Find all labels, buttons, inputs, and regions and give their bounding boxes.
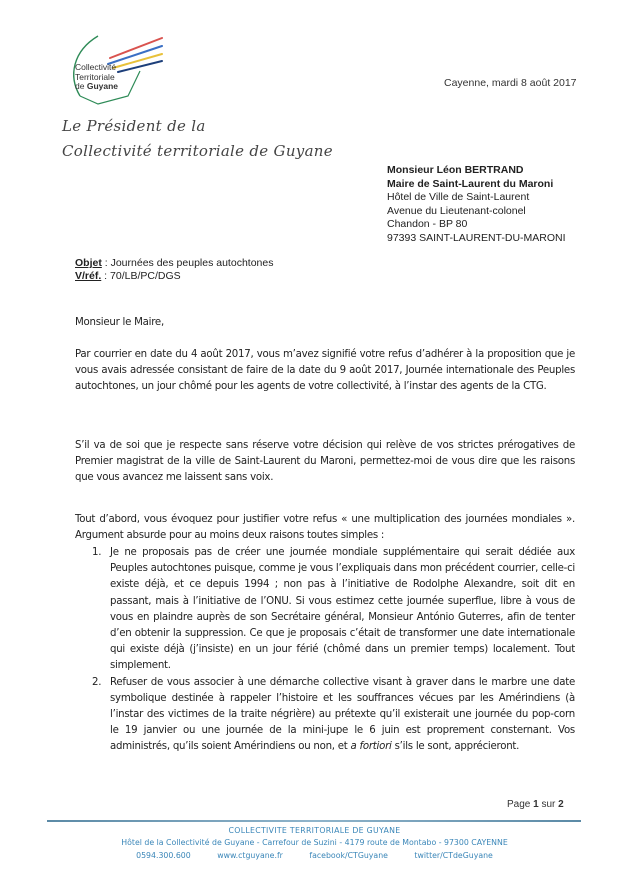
- page-prefix: Page: [507, 799, 534, 810]
- page-middle: sur: [538, 799, 559, 810]
- footer-address: Hôtel de la Collectivité de Guyane - Carrefour de Suzini - 4179 route de Montabo - 97300 CAYENNE: [121, 838, 508, 847]
- page-number: [507, 799, 564, 810]
- paragraph-1: Par courrier en date du 4 août 2017, vous m’avez signifié votre refus d’adhérer à la proposition que je vous avais adressée consistant de faire de la date du 9 août 2017, Journée internationale des Peuples autochtones, un jour chômé pour les agents de votre collectivité, à l’instar des agents de la CTG.: [75, 349, 575, 393]
- paragraph-3: Tout d’abord, vous évoquez pour justifier votre refus « une multiplication des journées mondiales ». Argument absurde pour au moins deux raisons toutes simples :: [75, 514, 575, 542]
- logo-line: Territoriale: [75, 71, 115, 82]
- logo-line: Collectivité: [75, 62, 117, 72]
- recipient-address-line: Hôtel de Ville de Saint-Laurent: [387, 191, 530, 203]
- subject-label: Objet: [75, 257, 102, 269]
- subject-value: : Journées des peuples autochtones: [101, 257, 274, 269]
- footer-phone: 0594.300.600: [136, 851, 191, 860]
- footer-website[interactable]: www.ctguyane.fr: [217, 851, 283, 860]
- recipient-title: Maire de Saint-Laurent du Maroni: [387, 177, 554, 190]
- recipient-address-line: 97393 SAINT-LAURENT-DU-MARONI: [387, 231, 566, 244]
- recipient-block: [387, 164, 566, 245]
- page-total: 2: [558, 799, 564, 810]
- list-item-text: Refuser de vous associer à une démarche collective visant à graver dans le marbre une date symbolique destinée à rappeler l’histoire et les souffrances vécues par les Amérindiens (à l’instar des victimes de la traite négrière) au prétexte qu’il existerait une journée du pop-corn le 19 janvier ou une journée de la mini-jupe le 6 juin est proprement consternant. Vos administrés, qu’ils soient Amérindiens ou non, et: [110, 676, 575, 753]
- list-item-text-end: s’ils le sont, apprécieront.: [391, 741, 520, 753]
- recipient-address-line: Avenue du Lieutenant-colonel: [387, 204, 526, 217]
- logo-text: [75, 63, 118, 92]
- list-item-number: 1.: [92, 547, 102, 558]
- salutation: Monsieur le Maire,: [75, 317, 164, 328]
- logo-line-prefix: de: [75, 81, 87, 91]
- reference-label: V/réf.: [75, 270, 102, 282]
- letter-date: Cayenne, mardi 8 août 2017: [444, 77, 577, 89]
- recipient-address-line: Chandon - BP 80: [387, 218, 468, 230]
- sender-title-line2: Collectivité territoriale de Guyane: [62, 142, 333, 160]
- footer-contacts: [0, 851, 629, 860]
- footer-divider: [47, 820, 581, 822]
- sender-title-line1: Le Président de la: [62, 117, 206, 135]
- list-item-text: Je ne proposais pas de créer une journée mondiale supplémentaire qui serait dédiée aux Peuples autochtones puisque, comme je vous l’expliquais dans mon précédent courrier, celle-ci existe déjà, et ce depuis 1994 ; non pas à l’initiative de Rodolphe Alexandre, soit dit en passant, mais à l’initiative de l’ONU. Si vous estimez cette journée superflue, libre à vous de vous en plaindre auprès de son Secrétaire général, Monsieur António Guterres, afin de tenter d’en obtenir la suppression. Ce que je proposais c’était de transformer une date internationale qui existe déjà (j’insiste) en un jour férié (chômé dans un premier temps) localement. Tout simplement.: [110, 547, 575, 672]
- reference-value: : 70/LB/PC/DGS: [101, 270, 181, 282]
- list-item: [78, 545, 575, 675]
- logo-line-bold: Guyane: [86, 81, 119, 91]
- subject-block: [75, 257, 273, 283]
- footer-facebook[interactable]: facebook/CTGuyane: [309, 851, 388, 860]
- list-item: [78, 675, 575, 756]
- logo-line: [75, 82, 118, 92]
- footer-twitter[interactable]: twitter/CTdeGuyane: [414, 851, 493, 860]
- reference-line: [75, 270, 273, 283]
- list-item-number: 2.: [92, 676, 102, 688]
- page-current: 1: [533, 799, 539, 810]
- footer-org: COLLECTIVITE TERRITORIALE DE GUYANE: [228, 826, 401, 835]
- subject-line: [75, 257, 273, 270]
- paragraph-2: S’il va de soi que je respecte sans réserve votre décision qui relève de vos strictes prérogatives de Premier magistrat de la ville de Saint-Laurent du Maroni, permettez-moi de vous dire que les raisons que vous avancez me laissent sans voix.: [75, 440, 575, 484]
- reasons-list: [78, 545, 575, 756]
- list-item-italic: a fortiori: [350, 741, 392, 753]
- recipient-name: Monsieur Léon BERTRAND: [387, 164, 524, 176]
